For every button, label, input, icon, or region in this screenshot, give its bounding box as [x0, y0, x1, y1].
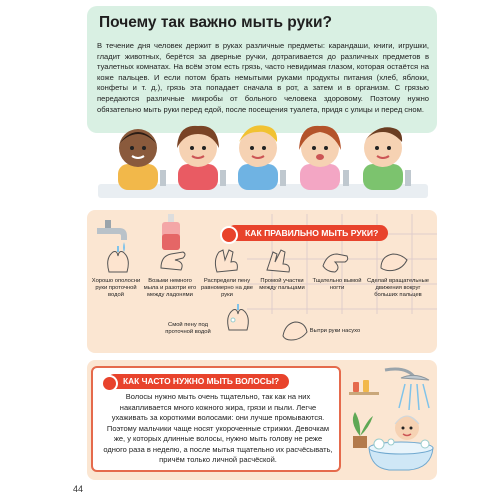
hair-text-box — [91, 366, 341, 472]
wash-heading: КАК ПРАВИЛЬНО МЫТЬ РУКИ? — [227, 225, 388, 241]
kid-5 — [363, 127, 403, 190]
step-5-caption: Тщательно вымой ногти — [312, 278, 362, 291]
thumbs-icon — [377, 246, 411, 274]
step-4-caption: Промой участки между пальцами — [259, 278, 305, 291]
intro-paragraph: В течение дня человек держит в руках различные предметы: карандаши, книги, игрушки, гладит животных, берётся за дверные ручки, дотрагивается до различных предметов в туалетных комнатах. На всём этом есть грязь, часто невидимая глазом, которая остаётся на коже пальцев. И если потом брать немытыми руками продукты питания (хлеб, яблоки, конфеты и т. д.), грязь эта попадает сначала в рот, а затем и в организм. С грязью передаются различные микробы от больного человека здоровому. Поэтому нужно обязательно мыть руки перед едой, после посещения туалета, придя с улицы и перед сном. — [97, 41, 429, 114]
nails-icon — [319, 246, 351, 274]
kids-washing-illustration — [98, 118, 428, 200]
step-6-caption: Сделай вращательные движения вокруг больших пальцев — [366, 278, 430, 298]
step-1-caption: Хорошо ополосни руки проточной водой — [91, 278, 141, 298]
kid-1 — [118, 129, 158, 190]
bath-illustration — [345, 364, 435, 476]
rinse-hands-icon — [103, 246, 133, 274]
rinse-foam-icon — [223, 304, 253, 332]
kid-4 — [299, 126, 341, 190]
kid-2 — [177, 126, 219, 190]
spread-foam-icon — [211, 246, 243, 274]
hair-washing-section — [87, 360, 437, 480]
between-fingers-icon — [263, 246, 295, 274]
page-title: Почему так важно мыть руки? — [99, 14, 332, 31]
step-3-caption: Распредели пену равномерно на две руки — [200, 278, 254, 298]
dry-hands-icon — [279, 314, 311, 342]
step-7-caption: Смой пену под проточной водой — [165, 322, 211, 335]
intro-card — [87, 6, 437, 133]
hand-washing-section — [87, 210, 437, 353]
page-number: 44 — [73, 484, 84, 494]
kid-3 — [238, 125, 278, 190]
step-2-caption: Возьми немного мыла и разотри его между ладонями — [143, 278, 197, 298]
step-8-caption: Вытри руки насухо — [309, 328, 361, 334]
hair-paragraph: Волосы нужно мыть очень тщательно, так как на них накапливается много кожного жира, грязи и пыли. Легче ухаживать за короткими волосами: они лучше промываются. Поэтому мальчики чаще носят укороченные стрижки. Девочкам же, у которых длинные волосы, нужно мыть голову не реже одного раза в неделю, а после мытья тщательно их расчёсывать, причём только личной расчёской. — [103, 392, 333, 464]
soap-hands-icon — [157, 246, 189, 274]
hair-heading: КАК ЧАСТО НУЖНО МЫТЬ ВОЛОСЫ? — [107, 374, 289, 389]
